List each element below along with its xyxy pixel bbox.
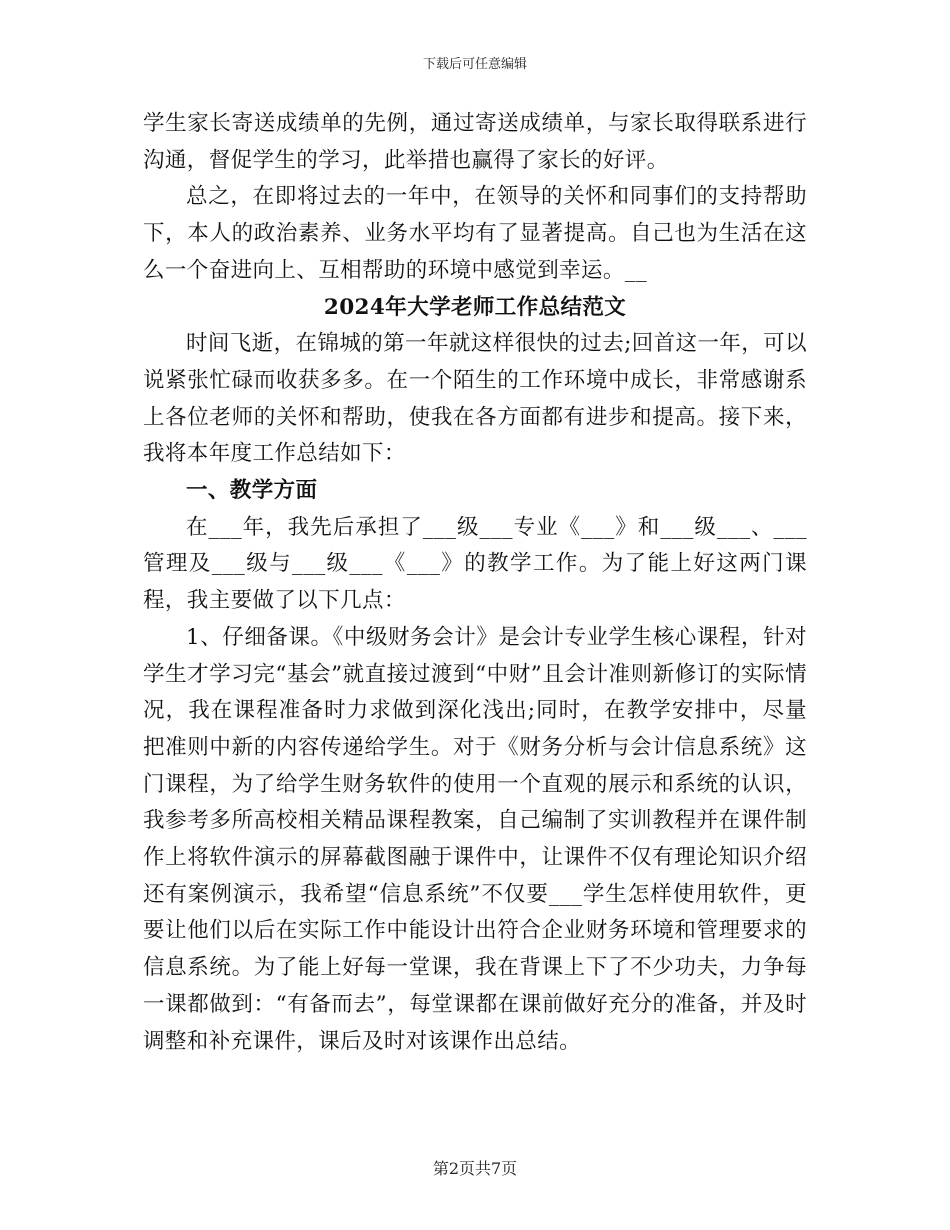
paragraph-continued: 学生家长寄送成绩单的先例，通过寄送成绩单，与家长取得联系进行沟通，督促学生的学习，此举措也赢得了家长的好评。 [143, 111, 807, 173]
page-number: 第2页共7页 [432, 1159, 518, 1178]
paragraph-conclusion: 总之，在即将过去的一年中，在领导的关怀和同事们的支持帮助下，本人的政治素养、业务水平均有了显著提高。自己也为生活在这么一个奋进向上、互相帮助的环境中感觉到幸运。__ [143, 184, 807, 283]
document-title: 2024年大学老师工作总结范文 [323, 294, 627, 320]
paragraph-preparation: 1、仔细备课。《中级财务会计》是会计专业学生核心课程，针对学生才学习完“基会”就直接过渡到“中财”且会计准则新修订的实际情况，我在课程准备时力求做到深化浅出;同时，在教学安排中，尽量把准则中新的内容传递给学生。对于《财务分析与会计信息系统》这门课程，为了给学生财务软件的使用一个直观的展示和系统的认识，我参考多所高校相关精品课程教案，自己编制了实训教程并在课件制作上将软件演示的屏幕截图融于课件中，让课件不仅有理论知识介绍还有案例演示，我希望“信息系统”不仅要___学生怎样使用软件，更要让他们以后在实际工作中能设计出符合企业财务环境和管理要求的信息系统。为了能上好每一堂课，我在背课上下了不少功夫，力争每一课都做到：“有备而去”，每堂课都在课前做好充分的准备，并及时调整和补充课件，课后及时对该课作出总结。 [143, 624, 807, 1054]
document-body [143, 106, 807, 1060]
header-note: 下载后可任意编辑 [422, 57, 527, 72]
section-heading-teaching: 一、教学方面 [186, 478, 318, 504]
paragraph-intro: 时间飞逝，在锦城的第一年就这样很快的过去;回首这一年，可以说紧张忙碌而收获多多。在一个陌生的工作环境中成长，非常感谢系上各位老师的关怀和帮助，使我在各方面都有进步和提高。接下来，我将本年度工作总结如下： [143, 331, 807, 467]
paragraph-courses: 在___年，我先后承担了___级___专业《___》和___级___、___管理及___级与___级___《___》的教学工作。为了能上好这两门课程，我主要做了以下几点： [143, 514, 807, 614]
